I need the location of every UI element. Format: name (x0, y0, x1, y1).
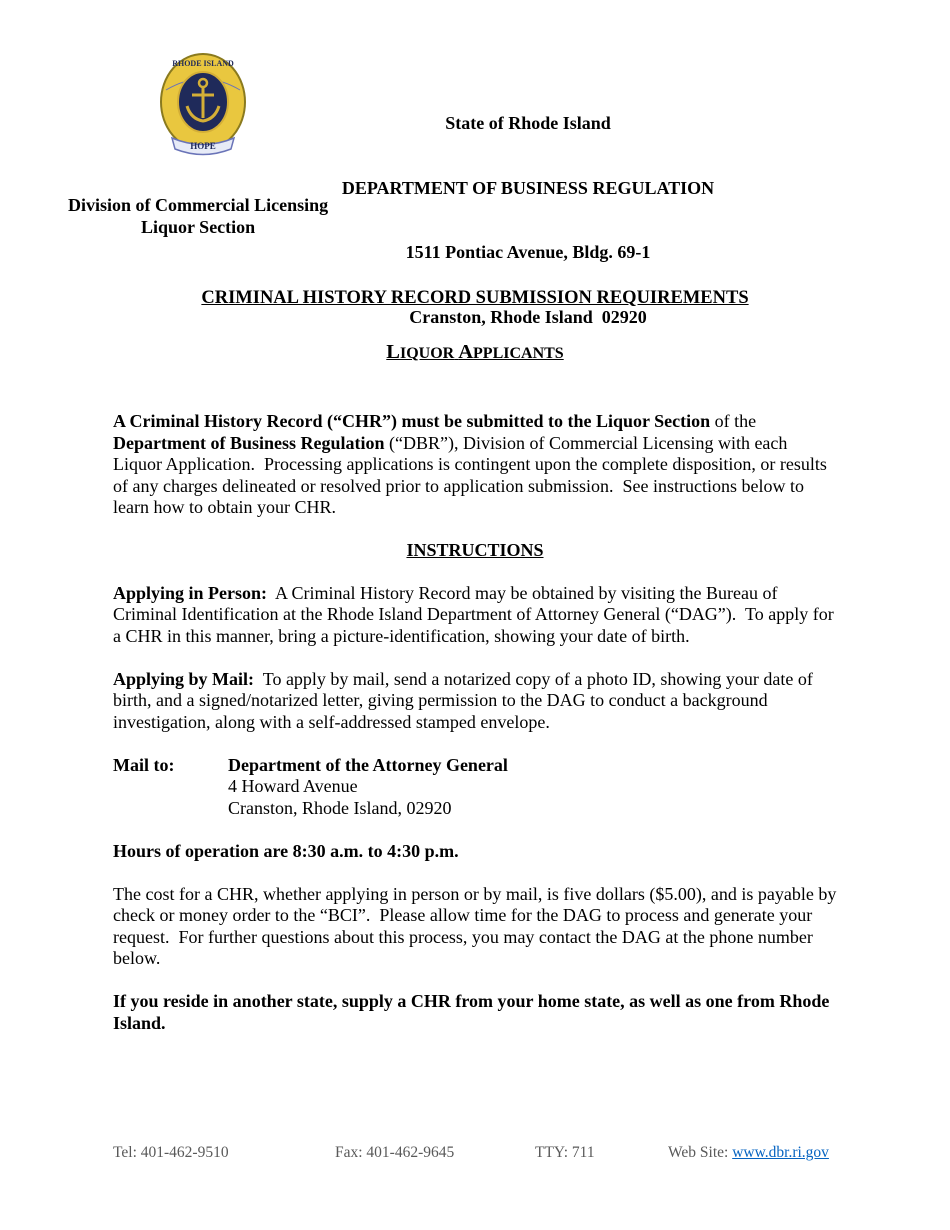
cost-paragraph: The cost for a CHR, whether applying in person or by mail, is five dollars ($5.00), and is payable by check or money order to the “BCI”. Please allow time for the DAG to process and generate your request. For further questions about this process, you may contact the DAG at the phone number below. (113, 883, 841, 968)
subtitle-initial: L (386, 341, 400, 363)
mail-to-block (113, 755, 837, 820)
intro-text-rest: (“DBR”), Division of Commercial Licensing with each Liquor Application. Processing applications is contingent upon the complete disposition, or results of any charges delineated or resolved prior to application submission. See instructions below to learn how to obtain your CHR. (113, 432, 832, 517)
seal-hope-text: HOPE (190, 141, 216, 151)
letterhead-address-block (190, 70, 866, 371)
applying-in-person-paragraph (113, 583, 837, 648)
mail-to-address (228, 755, 508, 820)
footer-telephone: Tel: 401-462-9510 (113, 1144, 229, 1161)
subtitle-rest: IQUOR (399, 345, 455, 362)
division-line: Division of Commercial Licensing (68, 195, 329, 215)
intro-paragraph (113, 411, 837, 519)
letterhead-line-department: DEPARTMENT OF BUSINESS REGULATION (341, 177, 715, 198)
instructions-heading (113, 540, 837, 561)
letterhead-line-state: State of Rhode Island (445, 113, 611, 133)
applying-in-person-label: Applying in Person: (113, 582, 268, 603)
mail-to-street: 4 Howard Avenue (228, 776, 358, 796)
applying-by-mail-text: To apply by mail, send a notarized copy of a photo ID, showing your date of birth, and a signed/notarized letter, giving permission to the DAG to conduct a background investigation, along with a self-addressed stamped envelope. (113, 668, 818, 732)
document-body (113, 411, 841, 1034)
seal-top-text: RHODE ISLAND (172, 59, 234, 68)
subtitle-initial: A (458, 341, 474, 363)
subtitle-rest: PPLICANTS (473, 345, 564, 362)
intro-text: of the (710, 411, 761, 431)
mail-to-city: Cranston, Rhode Island, 02920 (228, 797, 452, 818)
applying-by-mail-label: Applying by Mail: (113, 668, 255, 689)
letterhead-line-street: 1511 Pontiac Avenue, Bldg. 69-1 (405, 242, 651, 262)
applying-in-person-text: A Criminal History Record may be obtained by visiting the Bureau of Criminal Identification at the Rhode Island Department of Attorney General (“DAG”). To apply for a CHR in this manner, bring a picture-identification, showing your date of birth. (113, 582, 839, 646)
footer-website (668, 1144, 829, 1162)
document-title-text: CRIMINAL HISTORY RECORD SUBMISSION REQUIREMENTS (201, 288, 749, 308)
footer-tty: TTY: 711 (535, 1144, 595, 1161)
page-footer (113, 1144, 837, 1166)
footer-website-label: Web Site: (668, 1144, 733, 1161)
applying-by-mail-paragraph (113, 669, 837, 734)
mail-to-label: Mail to: (113, 754, 175, 775)
website-link[interactable]: www.dbr.ri.gov (732, 1144, 829, 1161)
division-section-line: Liquor Section (140, 216, 256, 237)
hours-paragraph: Hours of operation are 8:30 a.m. to 4:30 p.m. (113, 840, 459, 861)
letterhead-line-city: Cranston, Rhode Island 02920 (409, 306, 647, 327)
mail-to-recipient: Department of the Attorney General (228, 754, 508, 775)
footer-fax: Fax: 401-462-9645 (335, 1144, 455, 1161)
out-of-state-paragraph: If you reside in another state, supply a CHR from your home state, as well as one from Rhode Island. (113, 991, 834, 1033)
instructions-heading-text: INSTRUCTIONS (406, 540, 544, 560)
intro-bold-lead: A Criminal History Record (“CHR”) must be submitted to the Liquor Section (113, 411, 711, 431)
intro-bold-department: Department of Business Regulation (113, 432, 385, 453)
